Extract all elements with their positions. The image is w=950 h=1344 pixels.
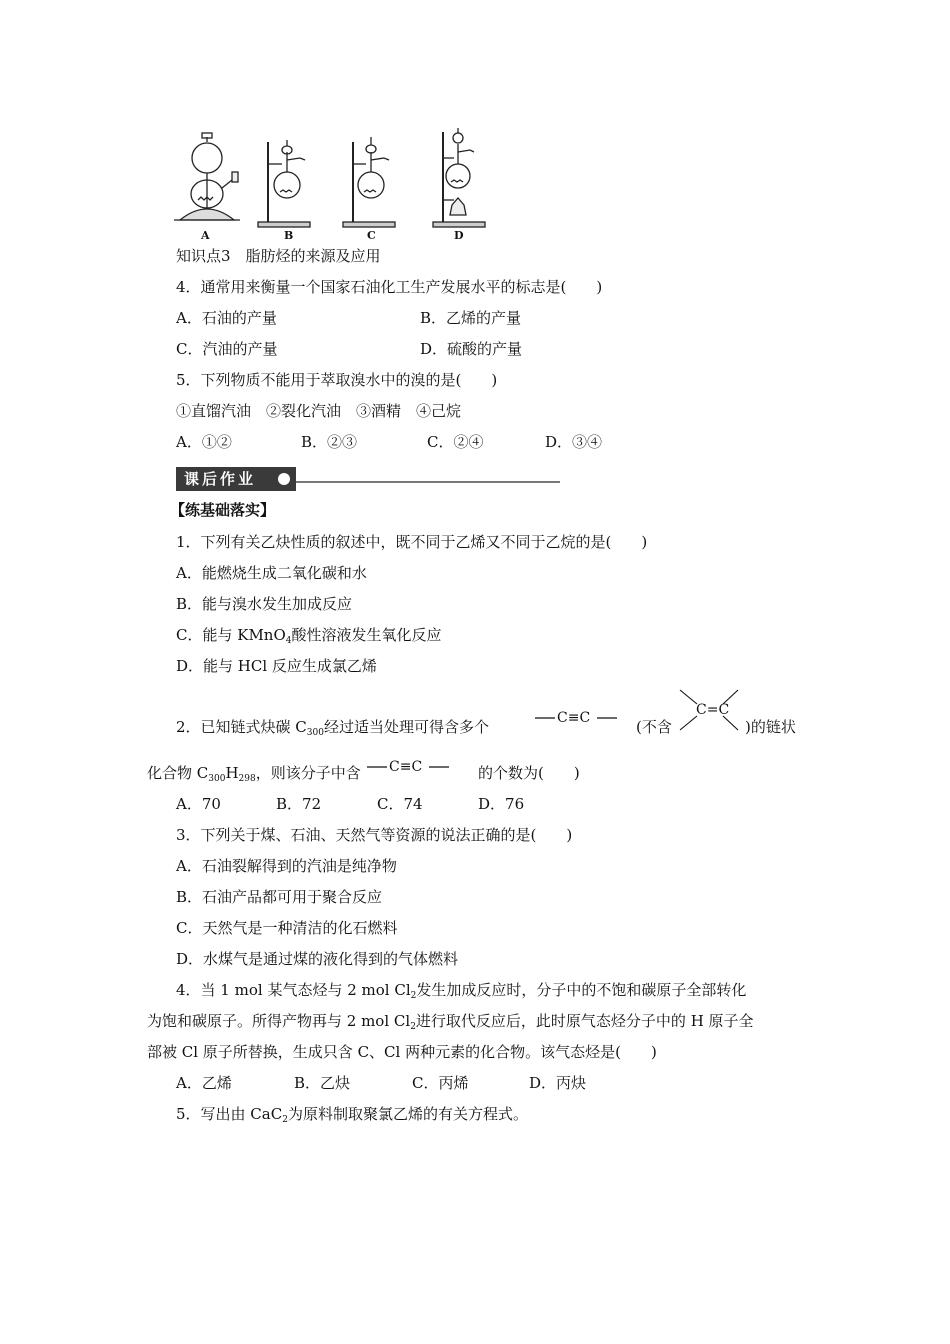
p-q4-line2 [147, 1011, 754, 1031]
p-q4-l1b: 发生加成反应时，分子中的不饱和碳原子全部转化 [416, 981, 747, 999]
k3-q4-option-c: C．汽油的产量 [176, 340, 278, 358]
p-q2-option-d: D．76 [478, 795, 525, 813]
k3-q4-stem: 4．通常用来衡量一个国家石油化工生产发展水平的标志是( ) [176, 278, 603, 296]
p-q2-l1d: )的链状 [745, 718, 796, 736]
k3-q5-option-d: D．③④ [545, 433, 603, 451]
p-q3-stem: 3．下列关于煤、石油、天然气等资源的说法正确的是( ) [176, 826, 573, 844]
p-q2-option-b: B．72 [276, 795, 322, 813]
p-q2-l1c: (不含 [636, 718, 672, 736]
section-heading: 知识点3 脂肪烃的来源及应用 [176, 247, 381, 265]
apparatus-c [343, 137, 395, 227]
p-q1-option-c-sub: 4 [285, 636, 292, 646]
p-q1-option-c-post: 酸性溶液发生氧化反应 [291, 626, 442, 644]
apparatus-b [258, 140, 310, 227]
apparatus-d [433, 128, 485, 227]
p-q4-option-b: B．乙炔 [294, 1074, 351, 1092]
figure-label-a: A [201, 229, 210, 242]
p-q2-l2a: 化合物 C [147, 764, 209, 782]
p-q5 [176, 1104, 528, 1124]
k3-q4-option-d: D．硫酸的产量 [420, 340, 523, 358]
k3-q4-option-a: A．石油的产量 [176, 309, 277, 327]
p-q5-b: 为原料制取聚氯乙烯的有关方程式。 [287, 1105, 528, 1123]
p-q2-l2d: 的个数为( ) [478, 764, 580, 782]
p-q2-l1b: 经过适当处理可得含多个 [323, 718, 489, 736]
p-q3-option-c: C．天然气是一种清洁的化石燃料 [176, 919, 398, 937]
p-q1-option-c [176, 625, 442, 645]
triple-bond-structure-2 [367, 755, 449, 779]
p-q2-line2 [147, 763, 361, 783]
k3-q5-stem: 5．下列物质不能用于萃取溴水中的溴的是( ) [176, 371, 498, 389]
p-q1-stem: 1．下列有关乙炔性质的叙述中，既不同于乙烯又不同于乙烷的是( ) [176, 533, 648, 551]
p-q3-option-b: B．石油产品都可用于聚合反应 [176, 888, 383, 906]
p-q2-option-c: C．74 [377, 795, 423, 813]
p-q4-option-d: D．丙炔 [529, 1074, 587, 1092]
p-q5-a-sub: 2 [282, 1115, 288, 1125]
p-q4-l1a: 4．当 1 mol 某气态烃与 2 mol Cl [176, 981, 411, 999]
p-q2-option-a: A．70 [176, 795, 221, 813]
triple-bond-text-1: C≡C [557, 710, 591, 726]
k3-q5-option-b: B．②③ [301, 433, 358, 451]
p-q5-a: 5．写出由 CaC [176, 1105, 283, 1123]
p-q2-l1a-sub: 300 [306, 728, 324, 738]
p-q2-l2b: H [225, 764, 239, 782]
p-q4-l2b: 进行取代反应后，此时原气态烃分子中的 H 原子全 [415, 1012, 754, 1030]
k3-q5-option-c: C．②④ [427, 433, 484, 451]
p-q4-line3: 部被 Cl 原子所替换，生成只含 C、Cl 两种元素的化合物。该气态烃是( ) [147, 1043, 657, 1061]
banner-title: 课后作业 [176, 467, 296, 491]
figure-label-d: D [454, 229, 464, 242]
triple-bond-text-2: C≡C [389, 759, 423, 775]
p-q1-option-a: A．能燃烧生成二氧化碳和水 [176, 564, 367, 582]
p-q4-l2a: 为饱和碳原子。所得产物再与 2 mol Cl [147, 1012, 411, 1030]
k3-q5-option-a: A．①② [176, 433, 232, 451]
p-q2-l1a: 2．已知链式炔碳 C [176, 718, 307, 736]
p-q4-l1a-sub: 2 [410, 991, 417, 1001]
p-q1-option-b: B．能与溴水发生加成反应 [176, 595, 353, 613]
k3-q4-option-b: B．乙烯的产量 [420, 309, 522, 327]
double-bond-structure [680, 690, 740, 732]
banner-dot-icon [278, 473, 290, 485]
practice-tag: 【练基础落实】 [170, 501, 276, 519]
p-q3-option-d: D．水煤气是通过煤的液化得到的气体燃料 [176, 950, 459, 968]
p-q4-l2a-sub: 2 [410, 1022, 416, 1032]
p-q1-option-c-pre: C．能与 KMnO [176, 626, 286, 644]
p-q2-l2c: ，则该分子中含 [255, 764, 361, 782]
p-q4-option-a: A．乙烯 [176, 1074, 232, 1092]
banner-rule [296, 481, 560, 483]
p-q2-l2a-sub: 300 [208, 774, 226, 784]
apparatus-a [174, 133, 240, 220]
p-q4-line1 [176, 980, 746, 1000]
apparatus-figure [0, 0, 950, 250]
k3-q5-items: ①直馏汽油 ②裂化汽油 ③酒精 ④己烷 [176, 402, 462, 420]
figure-label-c: C [367, 229, 376, 242]
p-q2-line1-a [176, 717, 489, 737]
p-q3-option-a: A．石油裂解得到的汽油是纯净物 [176, 857, 397, 875]
p-q1-option-d: D．能与 HCl 反应生成氯乙烯 [176, 657, 377, 675]
p-q2-l2b-sub: 298 [238, 774, 256, 784]
triple-bond-structure-1 [535, 706, 617, 730]
figure-label-b: B [284, 229, 294, 242]
double-bond-text: C=C [696, 702, 730, 718]
homework-banner [176, 467, 560, 493]
p-q4-option-c: C．丙烯 [412, 1074, 469, 1092]
